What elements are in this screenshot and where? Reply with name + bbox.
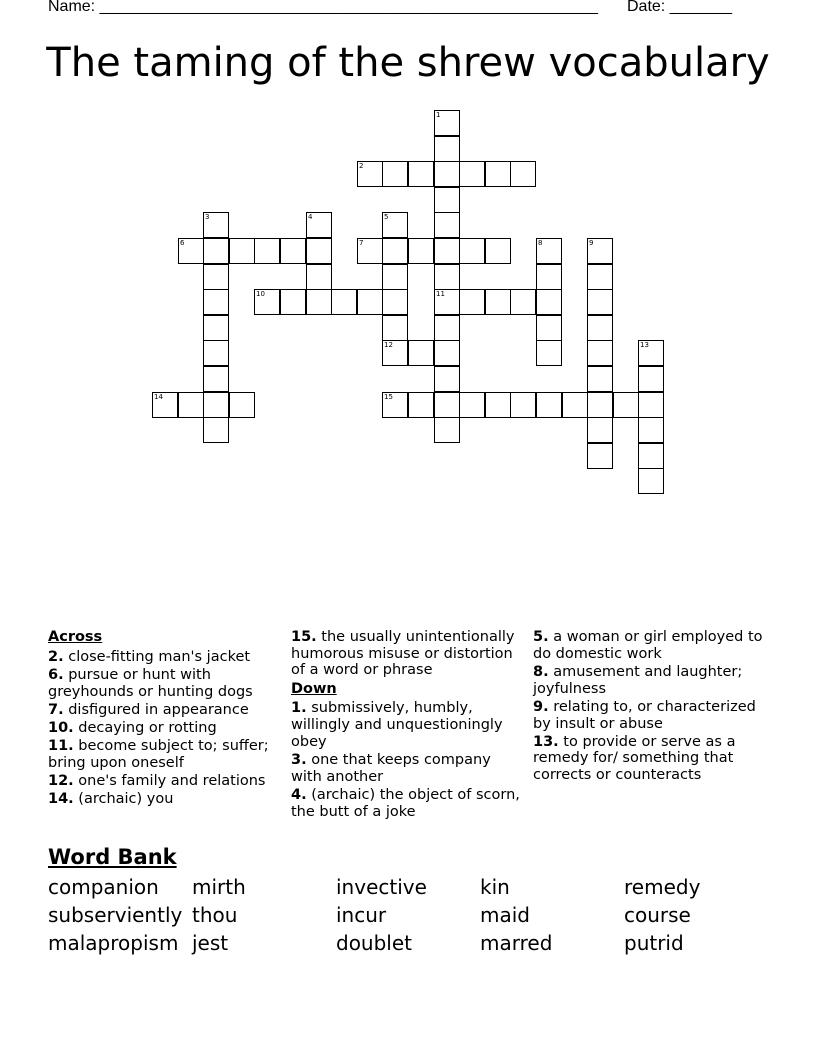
crossword-cell[interactable] (434, 136, 460, 162)
clues-column-2 (291, 629, 526, 822)
word-bank-item: kin (480, 875, 510, 899)
crossword-cell[interactable] (203, 289, 229, 315)
word-bank-item: incur (336, 903, 387, 927)
clue-number: 15. (291, 629, 317, 645)
crossword-cell[interactable] (510, 289, 536, 315)
clue-number: 13. (533, 733, 559, 750)
crossword-cell[interactable] (459, 289, 485, 315)
clue-number: 14. (48, 791, 74, 808)
crossword-cell[interactable] (331, 289, 357, 315)
crossword-cell[interactable] (434, 110, 460, 136)
crossword-cell[interactable] (638, 443, 664, 469)
clue-across-15 (291, 629, 526, 679)
crossword-cell[interactable] (587, 366, 613, 392)
crossword-cell[interactable] (203, 212, 229, 238)
crossword-cell[interactable] (485, 238, 511, 264)
crossword-cell[interactable] (357, 289, 383, 315)
clue-number-label: 15 (384, 393, 393, 401)
crossword-cell[interactable] (408, 392, 434, 418)
clue-down-1 (291, 700, 526, 750)
crossword-cell[interactable] (485, 392, 511, 418)
crossword-cell[interactable] (485, 289, 511, 315)
clue-number-label: 7 (359, 239, 364, 247)
clue-number: 7. (48, 701, 64, 718)
crossword-cell[interactable] (434, 212, 460, 238)
crossword-cell[interactable] (587, 392, 613, 418)
crossword-cell[interactable] (434, 315, 460, 341)
clue-text: a woman or girl employed to do domestic work (533, 629, 763, 662)
date-field-label: Date: _______ (627, 0, 732, 15)
clue-text: decaying or rotting (78, 720, 217, 737)
crossword-cell[interactable] (638, 417, 664, 443)
crossword-cell[interactable] (434, 187, 460, 213)
clue-number-label: 11 (436, 290, 445, 298)
crossword-cell[interactable] (536, 264, 562, 290)
word-bank-item: malapropism (48, 931, 179, 955)
word-bank-item: maid (480, 903, 530, 927)
clue-number: 6. (48, 666, 64, 683)
crossword-cell[interactable] (587, 238, 613, 264)
crossword-cell[interactable] (382, 392, 408, 418)
clue-text: become subject to; suffer; bring upon oneself (48, 738, 269, 771)
crossword-cell[interactable] (382, 264, 408, 290)
crossword-cell[interactable] (382, 340, 408, 366)
clue-number-label: 5 (384, 213, 389, 221)
clue-number-label: 6 (180, 239, 185, 247)
clues-column-1 (48, 629, 283, 810)
crossword-cell[interactable] (536, 315, 562, 341)
crossword-cell[interactable] (382, 315, 408, 341)
crossword-cell[interactable] (229, 392, 255, 418)
crossword-cell[interactable] (382, 212, 408, 238)
crossword-cell[interactable] (459, 392, 485, 418)
crossword-cell[interactable] (587, 340, 613, 366)
clue-text: to provide or serve as a remedy for/ something that corrects or counteracts (533, 733, 736, 784)
clue-text: one that keeps company with another (291, 751, 491, 785)
clue-text: the usually unintentionally humorous misuse or distortion of a word or phrase (291, 629, 515, 679)
crossword-cell[interactable] (613, 392, 639, 418)
crossword-cell[interactable] (280, 289, 306, 315)
name-field-label: Name: ________________________________________________________ (48, 0, 598, 15)
clue-down-8 (533, 664, 773, 697)
clue-number-label: 12 (384, 341, 393, 349)
crossword-cell[interactable] (178, 238, 204, 264)
clue-number: 12. (48, 773, 74, 790)
crossword-cell[interactable] (587, 443, 613, 469)
clue-number: 10. (48, 720, 74, 737)
crossword-cell[interactable] (434, 417, 460, 443)
clue-text: (archaic) you (78, 791, 174, 808)
clue-text: pursue or hunt with greyhounds or hunting dogs (48, 666, 253, 700)
crossword-cell[interactable] (434, 161, 460, 187)
clue-number-label: 1 (436, 111, 441, 119)
crossword-cell[interactable] (434, 366, 460, 392)
crossword-cell[interactable] (357, 238, 383, 264)
clue-down-5 (533, 629, 773, 662)
word-bank-item: subserviently (48, 903, 183, 927)
clue-number: 1. (291, 700, 307, 717)
clue-down-13 (533, 734, 773, 784)
word-bank-item: jest (192, 931, 229, 955)
clue-across-7 (48, 702, 283, 719)
clue-across-11 (48, 738, 283, 771)
crossword-cell[interactable] (306, 238, 332, 264)
crossword-cell[interactable] (408, 340, 434, 366)
clue-number: 4. (291, 786, 307, 803)
clue-text: amusement and laughter; joyfulness (533, 663, 743, 697)
crossword-cell[interactable] (587, 315, 613, 341)
crossword-cell[interactable] (203, 366, 229, 392)
clue-down-4 (291, 787, 526, 820)
clue-text: submissively, humbly, willingly and unquestioningly obey (291, 700, 503, 750)
clue-number: 5. (533, 629, 549, 645)
crossword-cell[interactable] (638, 340, 664, 366)
crossword-cell[interactable] (382, 161, 408, 187)
crossword-cell[interactable] (203, 392, 229, 418)
clue-number: 8. (533, 663, 549, 680)
crossword-cell[interactable] (203, 264, 229, 290)
clue-down-3 (291, 752, 526, 785)
crossword-cell[interactable] (280, 238, 306, 264)
crossword-cell[interactable] (638, 392, 664, 418)
crossword-cell[interactable] (408, 238, 434, 264)
crossword-cell[interactable] (536, 238, 562, 264)
crossword-cell[interactable] (459, 161, 485, 187)
crossword-cell[interactable] (536, 392, 562, 418)
crossword-cell[interactable] (254, 238, 280, 264)
clue-number: 2. (48, 648, 64, 665)
word-bank-item: mirth (192, 875, 246, 899)
clue-number-label: 10 (256, 290, 265, 298)
crossword-cell[interactable] (408, 161, 434, 187)
clue-number: 9. (533, 698, 549, 715)
down-heading: Down (291, 680, 337, 697)
crossword-cell[interactable] (306, 212, 332, 238)
clue-text: disfigured in appearance (68, 701, 249, 718)
crossword-cell[interactable] (306, 264, 332, 290)
clue-text: relating to, or characterized by insult or abuse (533, 698, 756, 732)
crossword-cell[interactable] (510, 392, 536, 418)
clue-number: 3. (291, 751, 307, 768)
crossword-cell[interactable] (254, 289, 280, 315)
clue-across-6 (48, 667, 283, 700)
clue-number-label: 14 (154, 393, 163, 401)
clue-number-label: 4 (308, 213, 313, 221)
crossword-cell[interactable] (203, 238, 229, 264)
clues-column-3 (533, 629, 773, 785)
word-bank-title: Word Bank (48, 845, 177, 869)
page-title: The taming of the shrew vocabulary (46, 40, 770, 86)
crossword-cell[interactable] (203, 340, 229, 366)
clue-across-14 (48, 791, 283, 808)
crossword-cell[interactable] (434, 392, 460, 418)
crossword-cell[interactable] (485, 161, 511, 187)
crossword-cell[interactable] (459, 238, 485, 264)
clue-text: close-fitting man's jacket (68, 648, 251, 665)
word-bank-item: invective (336, 875, 427, 899)
word-bank-item: course (624, 903, 691, 927)
clue-number: 11. (48, 738, 74, 755)
word-bank-item: putrid (624, 931, 684, 955)
clue-number-label: 3 (205, 213, 210, 221)
crossword-cell[interactable] (587, 264, 613, 290)
crossword-cell[interactable] (536, 340, 562, 366)
clue-across-2 (48, 649, 283, 666)
clue-across-12 (48, 773, 283, 790)
clue-across-10 (48, 720, 283, 737)
crossword-cell[interactable] (638, 366, 664, 392)
crossword-cell[interactable] (357, 161, 383, 187)
clue-text: (archaic) the object of scorn, the butt of a joke (291, 786, 520, 820)
clue-number-label: 8 (538, 239, 543, 247)
word-bank-item: doublet (336, 931, 413, 955)
crossword-cell[interactable] (587, 289, 613, 315)
word-bank-item: remedy (624, 875, 701, 899)
crossword-cell[interactable] (587, 417, 613, 443)
crossword-cell[interactable] (434, 264, 460, 290)
clue-down-9 (533, 699, 773, 732)
clue-number-label: 2 (359, 162, 364, 170)
crossword-cell[interactable] (152, 392, 178, 418)
clue-text: one's family and relations (78, 773, 266, 790)
word-bank-item: thou (192, 903, 238, 927)
crossword-cell[interactable] (382, 238, 408, 264)
clue-number-label: 9 (589, 239, 594, 247)
clue-number-label: 13 (640, 341, 649, 349)
crossword-cell[interactable] (434, 238, 460, 264)
crossword-cell[interactable] (203, 315, 229, 341)
crossword-cell[interactable] (306, 289, 332, 315)
crossword-cell[interactable] (203, 417, 229, 443)
crossword-cell[interactable] (562, 392, 588, 418)
across-heading: Across (48, 629, 103, 645)
crossword-cell[interactable] (178, 392, 204, 418)
word-bank-item: companion (48, 875, 159, 899)
crossword-cell[interactable] (536, 289, 562, 315)
crossword-cell[interactable] (382, 289, 408, 315)
crossword-cell[interactable] (434, 340, 460, 366)
crossword-cell[interactable] (229, 238, 255, 264)
word-bank-item: marred (480, 931, 553, 955)
crossword-cell[interactable] (434, 289, 460, 315)
crossword-cell[interactable] (638, 468, 664, 494)
crossword-cell[interactable] (510, 161, 536, 187)
